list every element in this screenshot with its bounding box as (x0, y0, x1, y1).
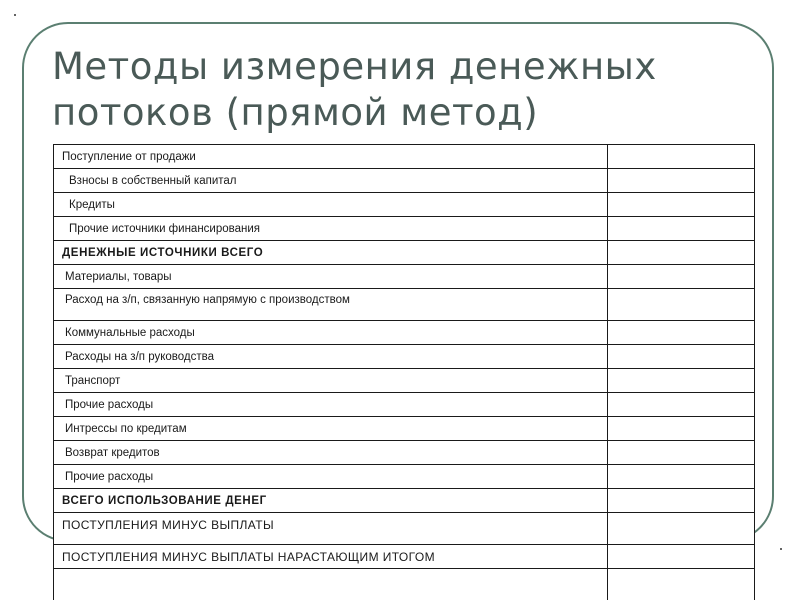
row-value[interactable] (608, 217, 755, 241)
row-value[interactable] (608, 369, 755, 393)
row-value[interactable] (608, 441, 755, 465)
row-label: Транспорт (54, 369, 608, 393)
row-label: Поступление от продажи (54, 145, 608, 169)
table-row (54, 289, 755, 321)
table-row (54, 345, 755, 369)
table-row (54, 417, 755, 441)
row-label: ПОСТУПЛЕНИЯ МИНУС ВЫПЛАТЫ (54, 513, 608, 545)
row-label: Прочие источники финансирования (54, 217, 608, 241)
row-label: Интрессы по кредитам (54, 417, 608, 441)
table-row (54, 321, 755, 345)
row-label: Прочие расходы (54, 393, 608, 417)
table-row (54, 545, 755, 569)
cash-flow-table (53, 144, 755, 600)
row-label: Материалы, товары (54, 265, 608, 289)
corner-dot-bottom-right (780, 548, 782, 550)
table-row (54, 513, 755, 545)
row-value[interactable] (608, 145, 755, 169)
table-row (54, 369, 755, 393)
slide-title: Методы измерения денежных потоков (прямой метод) (52, 45, 657, 134)
row-value[interactable] (608, 265, 755, 289)
row-label: Прочие расходы (54, 465, 608, 489)
table-row (54, 465, 755, 489)
row-label: Расходы на з/п руководства (54, 345, 608, 369)
row-value[interactable] (608, 513, 755, 545)
row-label: Возврат кредитов (54, 441, 608, 465)
table-row (54, 393, 755, 417)
row-value[interactable] (608, 321, 755, 345)
row-label: ДЕНЕЖНЫЕ ИСТОЧНИКИ ВСЕГО (54, 241, 608, 265)
row-label: Расход на з/п, связанную напрямую с производством (54, 289, 608, 321)
row-value[interactable] (608, 193, 755, 217)
table-row-empty (54, 569, 755, 600)
row-label: Кредиты (54, 193, 608, 217)
row-value[interactable] (608, 345, 755, 369)
table-row (54, 441, 755, 465)
row-value[interactable] (608, 393, 755, 417)
table-row (54, 169, 755, 193)
table-row (54, 145, 755, 169)
row-value[interactable] (608, 289, 755, 321)
row-value[interactable] (608, 569, 755, 600)
row-value[interactable] (608, 169, 755, 193)
row-label: Коммунальные расходы (54, 321, 608, 345)
row-value[interactable] (608, 417, 755, 441)
row-label: ВСЕГО ИСПОЛЬЗОВАНИЕ ДЕНЕГ (54, 489, 608, 513)
table-row-total (54, 489, 755, 513)
row-value[interactable] (608, 241, 755, 265)
row-label (54, 569, 608, 600)
table-row (54, 265, 755, 289)
row-value[interactable] (608, 545, 755, 569)
table-row (54, 217, 755, 241)
table-row (54, 193, 755, 217)
row-value[interactable] (608, 489, 755, 513)
corner-dot-top-left (14, 14, 16, 16)
row-label: Взносы в собственный капитал (54, 169, 608, 193)
row-label: ПОСТУПЛЕНИЯ МИНУС ВЫПЛАТЫ НАРАСТАЮЩИМ ИТОГОМ (54, 545, 608, 569)
row-value[interactable] (608, 465, 755, 489)
table-row-total (54, 241, 755, 265)
